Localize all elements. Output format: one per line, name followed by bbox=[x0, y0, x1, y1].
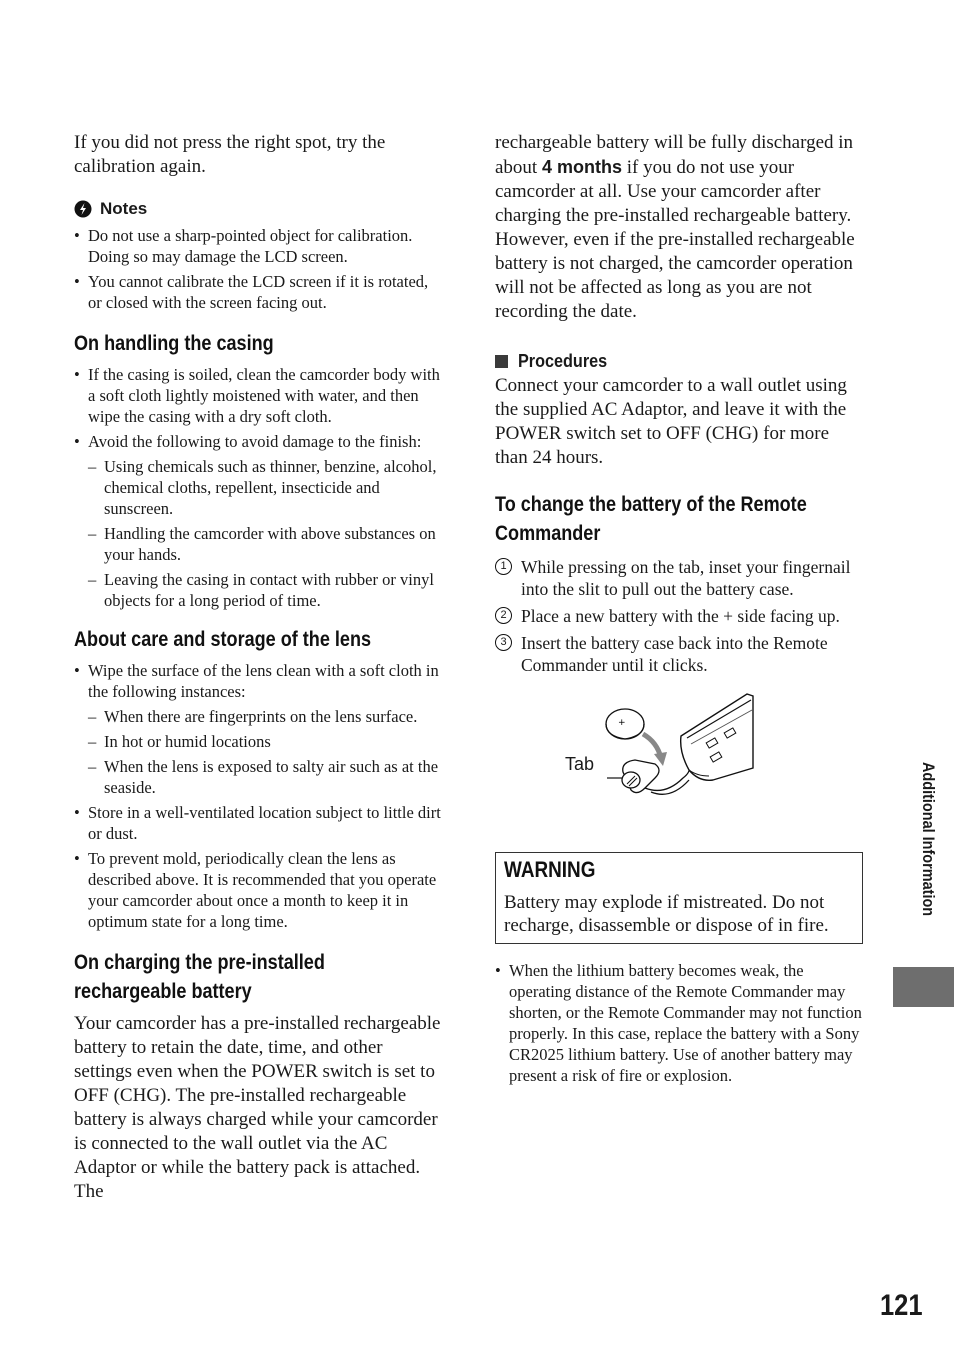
months-emphasis: 4 months bbox=[541, 157, 622, 177]
list-item: • To prevent mold, periodically clean the lens as described above. It is recommended that you operate your camcorder about once a month to keep it in optimum state for a long time. bbox=[74, 848, 442, 932]
svg-text:+: + bbox=[618, 718, 626, 728]
section-thumb-tab bbox=[893, 967, 954, 1007]
charging-body: Your camcorder has a pre-installed rechargeable battery to retain the date, time, and other settings even when the POWER switch is set to OFF (CHG). The pre-installed rechargeable battery is always charged while your camcorder is connected to the wall outlet via the AC Adaptor or while the battery pack is attached. The bbox=[74, 1013, 441, 1202]
battery-text-a: rechargeable battery will be fully discharged in about bbox=[495, 132, 854, 178]
step-item bbox=[495, 556, 863, 600]
step-text: Insert the battery case back into the Remote Commander until it clicks. bbox=[521, 633, 828, 675]
list-item-text: Avoid the following to avoid damage to the finish: bbox=[88, 432, 422, 451]
right-column bbox=[495, 131, 863, 1090]
battery-text-b: if you do not use your camcorder at all. Use your camcorder after charging the pre-installed rechargeable battery. bbox=[495, 157, 852, 226]
charging-heading-line2: rechargeable battery bbox=[74, 980, 252, 1003]
warning-title: WARNING bbox=[504, 857, 596, 882]
page-number: 121 bbox=[880, 1289, 923, 1322]
list-item-text: Wipe the surface of the lens clean with a soft cloth in the following instances: bbox=[88, 661, 439, 701]
step-text: Place a new battery with the + side facing up. bbox=[521, 606, 840, 626]
side-label-text: Additional Information bbox=[919, 762, 938, 917]
step-number: 1 bbox=[495, 558, 512, 575]
list-item: • If the casing is soiled, clean the camcorder body with a soft cloth lightly moistened with water, and then wipe the casing with a dry soft cloth. bbox=[74, 364, 442, 427]
lens-sublist bbox=[88, 706, 442, 798]
notes-header bbox=[74, 199, 442, 219]
left-column bbox=[74, 131, 442, 1204]
step-number: 2 bbox=[495, 607, 512, 624]
warning-box bbox=[495, 852, 863, 944]
battery-continued bbox=[495, 131, 863, 228]
notes-label: Notes bbox=[100, 199, 148, 218]
remote-heading-line1: To change the battery of the Remote bbox=[495, 493, 807, 516]
list-item bbox=[74, 431, 442, 611]
square-bullet-icon bbox=[495, 355, 508, 368]
step-text: While pressing on the tab, inset your fingernail into the slit to pull out the battery case. bbox=[521, 557, 851, 599]
warning-text: Battery may explode if mistreated. Do not recharge, disassemble or dispose of in fire. bbox=[504, 892, 829, 936]
notes-list bbox=[74, 225, 442, 313]
sub-item: – When there are fingerprints on the lens surface. bbox=[88, 706, 442, 727]
intro-text: If you did not press the right spot, try the calibration again. bbox=[74, 132, 386, 177]
lens-list bbox=[74, 660, 442, 932]
sub-item: – Leaving the casing in contact with rubber or vinyl objects for a long period of time. bbox=[88, 569, 442, 611]
list-item bbox=[74, 660, 442, 798]
charging-heading-line1: On charging the pre-installed bbox=[74, 951, 325, 974]
remote-commander-drawing bbox=[495, 692, 795, 816]
casing-sublist bbox=[88, 456, 442, 611]
procedures-header bbox=[495, 350, 863, 372]
list-item: • Do not use a sharp-pointed object for calibration. Doing so may damage the LCD screen. bbox=[74, 225, 442, 267]
lithium-note-list bbox=[495, 960, 863, 1086]
section-side-label bbox=[917, 762, 939, 958]
tab-label: Tab bbox=[565, 754, 595, 774]
sub-item: – In hot or humid locations bbox=[88, 731, 442, 752]
procedures-label: Procedures bbox=[518, 351, 608, 371]
sub-item: – Handling the camcorder with above substances on your hands. bbox=[88, 523, 442, 565]
remote-steps bbox=[495, 556, 863, 676]
step-number: 3 bbox=[495, 634, 512, 651]
however-text: However, even if the pre-installed rechargeable battery is not charged, the camcorder operation will not be affected as long as you are not recording the date. bbox=[495, 229, 855, 322]
casing-heading: On handling the casing bbox=[74, 332, 274, 355]
remote-heading-line2: Commander bbox=[495, 522, 601, 545]
lens-heading: About care and storage of the lens bbox=[74, 628, 372, 651]
notes-icon bbox=[74, 200, 92, 218]
remote-battery-illustration bbox=[495, 692, 863, 816]
step-item bbox=[495, 632, 863, 676]
casing-list bbox=[74, 364, 442, 611]
step-item bbox=[495, 605, 863, 627]
sub-item: – When the lens is exposed to salty air such as at the seaside. bbox=[88, 756, 442, 798]
list-item: • You cannot calibrate the LCD screen if it is rotated, or closed with the screen facing out. bbox=[74, 271, 442, 313]
sub-item: – Using chemicals such as thinner, benzine, alcohol, chemical cloths, repellent, insecticide and sunscreen. bbox=[88, 456, 442, 519]
procedures-body: Connect your camcorder to a wall outlet using the supplied AC Adaptor, and leave it with the POWER switch set to OFF (CHG) for more than 24 hours. bbox=[495, 375, 847, 468]
list-item: • Store in a well-ventilated location subject to little dirt or dust. bbox=[74, 802, 442, 844]
list-item: • When the lithium battery becomes weak, the operating distance of the Remote Commander may shorten, or the Remote Commander may not function properly. In this case, replace the battery with a Sony CR2025 lithium battery. Use of another battery may present a risk of fire or explosion. bbox=[495, 960, 863, 1086]
